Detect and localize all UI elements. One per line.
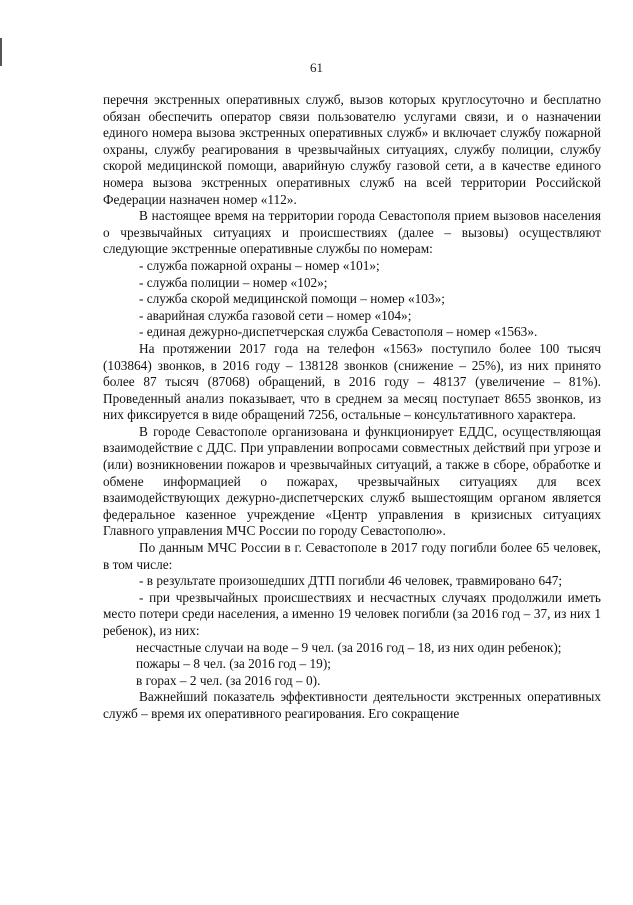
paragraph: В настоящее время на территории города Севастополя прием вызовов населения о чрезвычайных ситуациях и происшествиях (далее – вызовы) осуществляют следующие экстренные оперативные службы по номерам: xyxy=(103,208,601,257)
list-item: - служба полиции – номер «102»; xyxy=(139,274,328,290)
paragraph: - при чрезвычайных происшествиях и несчастных случаях продолжили иметь место потери среди населения, а именно 19 человек погибли (за 2016 год – 37, из них 1 ребенок), из них: xyxy=(103,589,601,638)
list-item: - аварийная служба газовой сети – номер «104»; xyxy=(139,307,412,323)
paragraph: На протяжении 2017 года на телефон «1563» поступило более 100 тысяч (103864) звонков, в 2016 году – 138128 звонков (снижение – 25%), из них принято более 87 тысяч (87068) обращений, в 2016 году – 48137 (увеличение – 81%). Проведенный анализ показывает, что в среднем за месяц поступает 8655 звонков, из них фиксируется в виде обращений 7256, остальные – консультативного характера. xyxy=(103,340,601,423)
list-item: - служба скорой медицинской помощи – номер «103»; xyxy=(139,291,445,307)
paragraph: - в результате произошедших ДТП погибли 46 человек, травмировано 647; xyxy=(139,573,563,589)
paragraph: Важнейший показатель эффективности деятельности экстренных оперативных служб – время их оперативного реагирования. Его сокращение xyxy=(103,689,601,721)
list-item: - служба пожарной охраны – номер «101»; xyxy=(139,257,380,273)
paragraph: несчастные случаи на воде – 9 чел. (за 2016 год – 18, из них один ребенок); xyxy=(136,639,562,655)
page-number: 61 xyxy=(310,60,323,75)
paragraph: перечня экстренных оперативных служб, вызов которых круглосуточно и бесплатно обязан обеспечить оператор связи пользователю услугами связи, и о назначении единого номера вызова экстренных оперативных служб» и включает службу пожарной охраны, службу реагирования в чрезвычайных ситуациях, службу полиции, службу скорой медицинской помощи, аварийную службу газовой сети, а в качестве единого номера вызова экстренных оперативных служб на всей территории Российской Федерации назначен номер «112». xyxy=(103,92,601,207)
paragraph: По данным МЧС России в г. Севастополе в 2017 году погибли более 65 человек, в том числе: xyxy=(103,540,601,572)
paragraph: пожары – 8 чел. (за 2016 год – 19); xyxy=(136,656,331,672)
page-body xyxy=(103,92,601,723)
list-item: - единая дежурно-диспетчерская служба Севастополя – номер «1563». xyxy=(139,324,538,340)
paragraph: В городе Севастополе организована и функционирует ЕДДС, осуществляющая взаимодействие с ДДС. При управлении вопросами совместных действий при угрозе и (или) возникновении пожаров и чрезвычайных ситуаций, а также в сборе, обработке и обмене информацией о пожарах, чрезвычайных ситуациях для всех взаимодействующих дежурно-диспетчерских служб вышестоящим органом является федеральное казенное учреждение «Центр управления в кризисных ситуациях Главного управления МЧС России по городу Севастополю». xyxy=(103,423,601,539)
paragraph: в горах – 2 чел. (за 2016 год – 0). xyxy=(136,672,321,688)
